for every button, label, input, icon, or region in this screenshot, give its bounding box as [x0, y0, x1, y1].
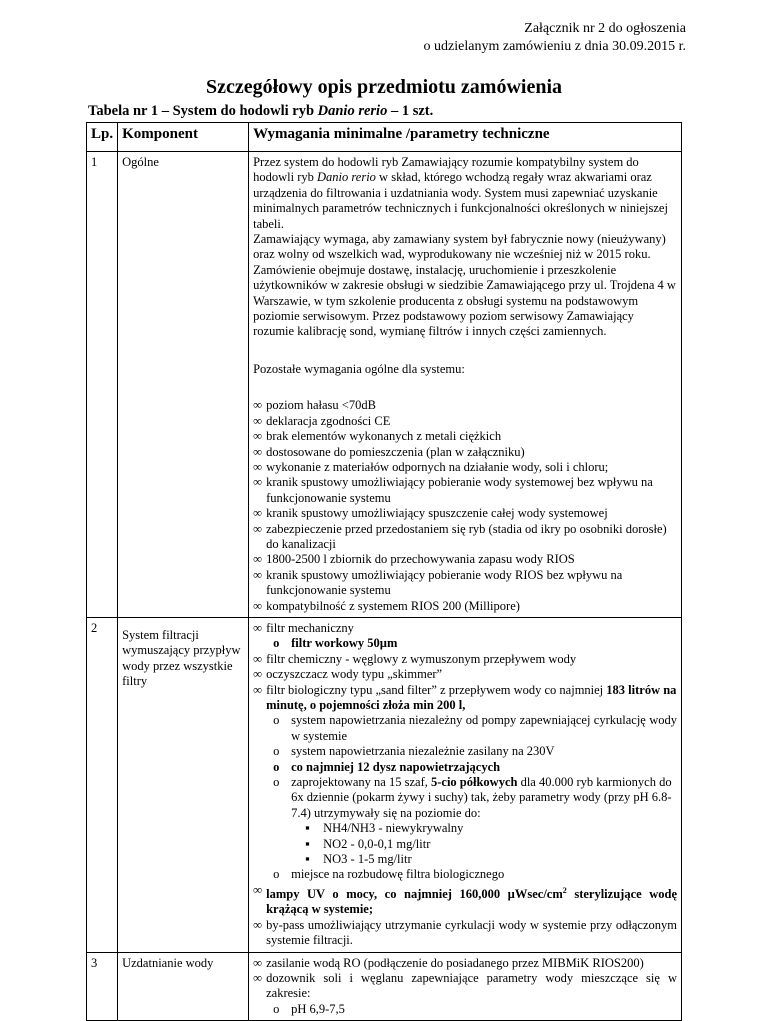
list-item: ∞ oczyszczacz wody typu „skimmer”	[253, 667, 677, 682]
row-number: 2	[87, 617, 118, 952]
row-component: Ogólne	[118, 152, 249, 618]
column-header-component: Komponent	[118, 123, 249, 152]
list-subitem: o system napowietrzania niezależny od pompy zapewniającej cyrkulację wody w systemie	[273, 713, 677, 744]
list-item: ∞ filtr chemiczny - węglowy z wymuszonym przepływem wody	[253, 652, 677, 667]
list-item: ∞ dozownik soli i węglanu zapewniające parametry wody mieszczące się w zakresie: o pH 6,9-7,5	[253, 971, 677, 1017]
list-item: ∞ kranik spustowy umożliwiający pobieranie wody RIOS bez wpływu na funkcjonowanie systemu	[253, 568, 677, 599]
list-subitem: o pH 6,9-7,5	[273, 1002, 677, 1017]
list-subitem: o co najmniej 12 dysz napowietrzających	[273, 760, 677, 775]
header-line-1: Załącznik nr 2 do ogłoszenia	[524, 21, 686, 36]
list-item: ∞ poziom hałasu <70dB	[253, 398, 677, 413]
row-requirements	[249, 152, 682, 618]
general-paragraph-3: Pozostałe wymagania ogólne dla systemu:	[253, 361, 465, 376]
list-subitem: o system napowietrzania niezależnie zasilany na 230V	[273, 744, 677, 759]
list-item: ∞ wykonanie z materiałów odpornych na działanie wody, soli i chloru;	[253, 460, 677, 475]
water-parameter: ▪ NO3 - 1-5 mg/litr	[305, 852, 677, 867]
list-item: ∞ dostosowane do pomieszczenia (plan w załączniku)	[253, 445, 677, 460]
row-number: 3	[87, 952, 118, 1021]
document-header	[424, 20, 686, 56]
list-item: ∞ filtr mechaniczny o filtr workowy 50µm	[253, 621, 677, 652]
list-item: ∞ brak elementów wykonanych z metali ciężkich	[253, 429, 677, 444]
table-row	[87, 617, 682, 952]
row-component: Uzdatnianie wody	[118, 952, 249, 1021]
table-caption	[88, 103, 433, 120]
row-requirements	[249, 617, 682, 952]
list-subitem: o filtr workowy 50µm	[273, 636, 677, 651]
list-item: ∞ lampy UV o mocy, co najmniej 160,000 µWsec/$cm^2$ sterylizujące wodę krążącą w systemie;	[253, 883, 677, 918]
table-header-row	[87, 123, 682, 152]
list-item: ∞ kranik spustowy umożliwiający spuszczenie całej wody systemowej	[253, 506, 677, 521]
row-number: 1	[87, 152, 118, 618]
requirements-table	[86, 122, 682, 1021]
list-item: ∞ deklaracja zgodności CE	[253, 414, 677, 429]
list-subitem: o miejsce na rozbudowę filtra biologicznego	[273, 867, 677, 882]
list-item: ∞ zasilanie wodą RO (podłączenie do posiadanego przez MIBMiK RIOS200)	[253, 956, 677, 971]
list-item: ∞ kranik spustowy umożliwiający pobieranie wody systemowej bez wpływu na funkcjonowanie systemu	[253, 475, 677, 506]
list-item: ∞ 1800-2500 l zbiornik do przechowywania zapasu wody RIOS	[253, 552, 677, 567]
header-line-2: o udzielanym zamówieniu z dnia 30.09.2015 r.	[423, 39, 686, 54]
column-header-requirements: Wymagania minimalne /parametry techniczne	[249, 123, 682, 152]
caption-prefix: Tabela nr 1 – System do hodowli ryb	[88, 103, 318, 119]
general-paragraph-1: Przez system do hodowli ryb Zamawiający rozumie kompatybilny system do hodowli ryb Danio rerio w skład, którego wchodzą regały wraz akwariami oraz urządzenia do filtrowania i uzdatniania wody. System musi zapewniać uzyskanie minimalnych parametrów technicznych i funkcjonalności określonych w niniejszej tabeli.	[253, 155, 668, 231]
column-header-lp: Lp.	[87, 123, 118, 152]
general-paragraph-2: Zamawiający wymaga, aby zamawiany system był fabrycznie nowy (nieużywany) oraz wolny od wszelkich wad, wyprodukowany nie wcześniej niż w 2015 roku. Zamówienie obejmuje dostawę, instalację, uruchomienie i przeszkolenie użytkowników w zakresie obsługi w siedzibie Zamawiającego przy ul. Trojdena 4 w Warszawie, w tym szkolenie producenta z obsługi systemu na podstawowym poziomie serwisowym. Przez podstawowy poziom serwisowy Zamawiający rozumie kalibrację sond, wymianę filtrów i innych części zamiennych.	[253, 232, 676, 339]
water-parameter: ▪ NH4/NH3 - niewykrywalny	[305, 821, 677, 836]
table-row	[87, 152, 682, 618]
list-item: ∞ zabezpieczenie przed przedostaniem się ryb (stadia od ikry po osobniki dorosłe) do kanalizacji	[253, 522, 677, 553]
list-subitem: o zaprojektowany na 15 szaf, 5-cio półkowych dla 40.000 ryb karmionych do 6x dziennie (pokarm żywy i suchy) tak, żeby parametry wody (przy pH 6.8-7.4) utrzymywały się na poziomie do: ▪ NH4/NH3 - niewykrywalny ▪ NO2 - 0,0-0,1 mg/litr ▪ NO3 - 1-5 mg/litr	[273, 775, 677, 867]
list-item: ∞ by-pass umożliwiający utrzymanie cyrkulacji wody w systemie przy odłączonym systemie filtracji.	[253, 918, 677, 949]
water-parameter: ▪ NO2 - 0,0-0,1 mg/litr	[305, 837, 677, 852]
row-requirements	[249, 952, 682, 1021]
row-component: System filtracji wymuszający przypływ wody przez wszystkie filtry	[118, 617, 249, 952]
caption-suffix: – 1 szt.	[387, 103, 434, 119]
page-title: Szczegółowy opis przedmiotu zamówienia	[205, 76, 563, 98]
list-item: ∞ kompatybilność z systemem RIOS 200 (Millipore)	[253, 599, 677, 614]
caption-species: Danio rerio	[317, 103, 388, 119]
table-row	[87, 952, 682, 1021]
list-item: ∞ filtr biologiczny typu „sand filter” z przepływem wody co najmniej 183 litrów na minutę, o pojemności złoża min 200 l, o system napowietrzania niezależny od pompy zapewniającej cyrkulację wody w systemie o system napowietrzania niezależnie zasilany na 230V o co najmniej 12 dysz napowietrzających o zaprojektowany na 15 szaf, 5-cio półkowych dla 40.000 ryb karmionych do 6x dziennie (pokarm żywy i suchy) tak, żeby parametry wody (przy pH 6.8-7.4) utrzymywały się na poziomie do: ▪ NH4/NH3 - niewykrywalny ▪ NO2 - 0,0-0,1 mg/litr ▪ NO3 - 1-5 mg/litr o miejsce na rozbudowę filtra biologicznego	[253, 683, 677, 883]
filtration-list	[253, 621, 677, 949]
water-treatment-list	[253, 956, 677, 1018]
general-requirements-list	[253, 398, 677, 614]
